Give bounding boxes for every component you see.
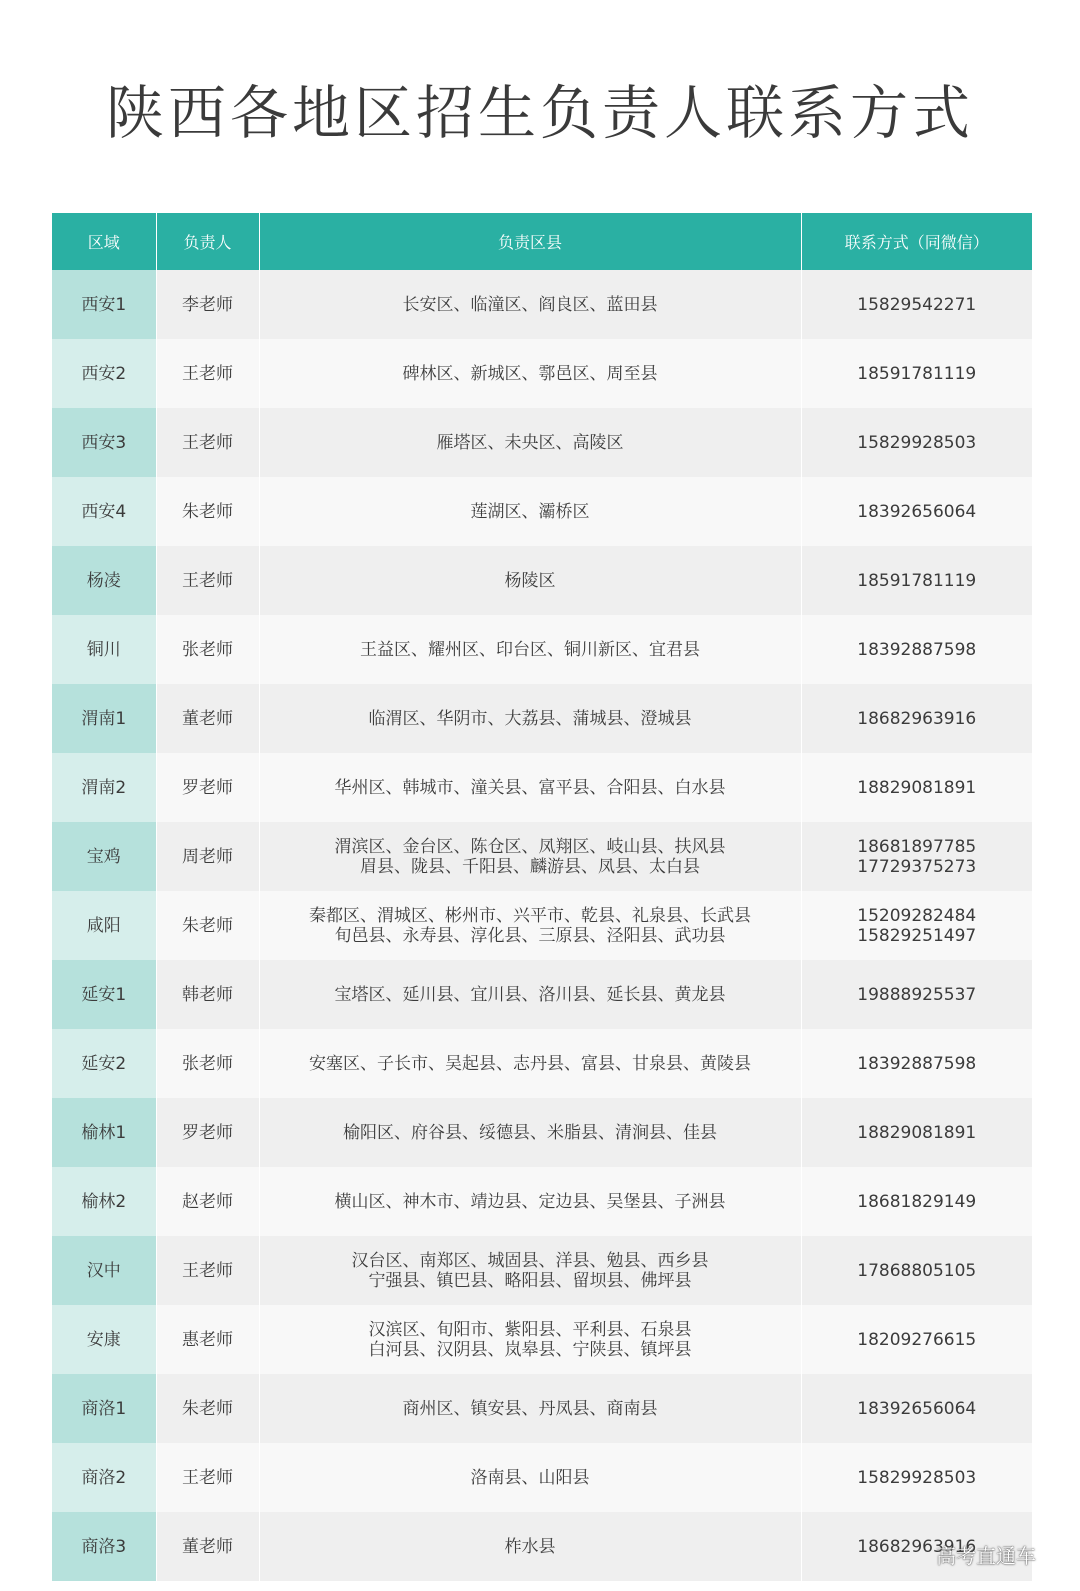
- areas-line: 眉县、陇县、千阳县、麟游县、凤县、太白县: [360, 856, 700, 877]
- person-cell: 李老师: [156, 270, 259, 339]
- areas-cell: [259, 960, 801, 1029]
- phone-cell: [801, 1236, 1032, 1305]
- areas-line: 旬邑县、永寿县、淳化县、三原县、泾阳县、武功县: [334, 925, 726, 946]
- areas-cell: [259, 1512, 801, 1581]
- region-cell: 延安1: [52, 960, 156, 1029]
- phone-number: 15829251497: [857, 925, 977, 946]
- page-title: 陕西各地区招生负责人联系方式: [105, 79, 974, 147]
- phone-number: 18392656064: [857, 501, 977, 522]
- areas-line: 雁塔区、未央区、高陵区: [436, 432, 624, 453]
- table-row: [52, 270, 1032, 339]
- phone-number: 18392887598: [857, 1053, 977, 1074]
- areas-cell: [259, 1167, 801, 1236]
- person-cell: 王老师: [156, 408, 259, 477]
- region-cell: 商洛1: [52, 1374, 156, 1443]
- person-cell: 赵老师: [156, 1167, 259, 1236]
- table-row: [52, 753, 1032, 822]
- areas-line: 秦都区、渭城区、彬州市、兴平市、乾县、礼泉县、长武县: [309, 905, 751, 926]
- areas-line: 碑林区、新城区、鄠邑区、周至县: [402, 363, 658, 384]
- table-row: [52, 1098, 1032, 1167]
- phone-number: 18681829149: [857, 1191, 977, 1212]
- region-cell: 铜川: [52, 615, 156, 684]
- header-areas: 负责区县: [259, 213, 801, 270]
- region-cell: 咸阳: [52, 891, 156, 960]
- areas-line: 白河县、汉阴县、岚皋县、宁陕县、镇坪县: [368, 1339, 692, 1360]
- phone-cell: [801, 477, 1032, 546]
- areas-cell: [259, 546, 801, 615]
- areas-line: 临渭区、华阴市、大荔县、蒲城县、澄城县: [368, 708, 692, 729]
- areas-cell: [259, 891, 801, 960]
- region-cell: 西安3: [52, 408, 156, 477]
- header-region: 区域: [52, 213, 156, 270]
- watermark: 高考直通车: [936, 1544, 1036, 1568]
- phone-number: 15829928503: [857, 432, 977, 453]
- region-cell: 商洛3: [52, 1512, 156, 1581]
- phone-cell: [801, 1443, 1032, 1512]
- region-cell: 宝鸡: [52, 822, 156, 891]
- areas-cell: [259, 1029, 801, 1098]
- phone-cell: [801, 960, 1032, 1029]
- table-row: [52, 1512, 1032, 1581]
- areas-cell: [259, 822, 801, 891]
- areas-line: 王益区、耀州区、印台区、铜川新区、宜君县: [360, 639, 700, 660]
- person-cell: 惠老师: [156, 1305, 259, 1374]
- areas-line: 莲湖区、灞桥区: [470, 501, 590, 522]
- phone-number: 18392656064: [857, 1398, 977, 1419]
- areas-cell: [259, 1443, 801, 1512]
- phone-number: 15829542271: [857, 294, 977, 315]
- region-cell: 汉中: [52, 1236, 156, 1305]
- contacts-table: [52, 213, 1032, 1581]
- areas-cell: [259, 270, 801, 339]
- areas-cell: [259, 615, 801, 684]
- phone-cell: [801, 1374, 1032, 1443]
- table-row: [52, 477, 1032, 546]
- table-row: [52, 960, 1032, 1029]
- phone-number: 18682963916: [857, 708, 977, 729]
- phone-cell: [801, 684, 1032, 753]
- phone-number: 18392887598: [857, 639, 977, 660]
- person-cell: 王老师: [156, 1236, 259, 1305]
- phone-number: 18682963916: [857, 1536, 977, 1557]
- person-cell: 王老师: [156, 1443, 259, 1512]
- person-cell: 周老师: [156, 822, 259, 891]
- region-cell: 西安4: [52, 477, 156, 546]
- areas-line: 宝塔区、延川县、宜川县、洛川县、延长县、黄龙县: [334, 984, 726, 1005]
- region-cell: 商洛2: [52, 1443, 156, 1512]
- person-cell: 王老师: [156, 546, 259, 615]
- areas-line: 横山区、神木市、靖边县、定边县、吴堡县、子洲县: [334, 1191, 726, 1212]
- table-row: [52, 615, 1032, 684]
- person-cell: 朱老师: [156, 1374, 259, 1443]
- areas-cell: [259, 477, 801, 546]
- table-row: [52, 408, 1032, 477]
- region-cell: 渭南2: [52, 753, 156, 822]
- phone-number: 18591781119: [857, 363, 977, 384]
- table-row: [52, 822, 1032, 891]
- areas-line: 宁强县、镇巴县、略阳县、留坝县、佛坪县: [368, 1270, 692, 1291]
- phone-number: 19888925537: [857, 984, 977, 1005]
- table-row: [52, 339, 1032, 408]
- region-cell: 榆林2: [52, 1167, 156, 1236]
- phone-number: 18829081891: [857, 777, 977, 798]
- phone-number: 15829928503: [857, 1467, 977, 1488]
- phone-cell: [801, 546, 1032, 615]
- areas-cell: [259, 1098, 801, 1167]
- areas-cell: [259, 408, 801, 477]
- table-body: [52, 270, 1032, 1581]
- areas-line: 洛南县、山阳县: [470, 1467, 590, 1488]
- phone-number: 18591781119: [857, 570, 977, 591]
- table-row: [52, 1443, 1032, 1512]
- phone-cell: [801, 753, 1032, 822]
- person-cell: 罗老师: [156, 1098, 259, 1167]
- table-row: [52, 1236, 1032, 1305]
- person-cell: 董老师: [156, 684, 259, 753]
- phone-cell: [801, 270, 1032, 339]
- phone-cell: [801, 1305, 1032, 1374]
- person-cell: 朱老师: [156, 477, 259, 546]
- person-cell: 韩老师: [156, 960, 259, 1029]
- table-row: [52, 1374, 1032, 1443]
- region-cell: 西安2: [52, 339, 156, 408]
- phone-number: 18681897785: [857, 836, 977, 857]
- phone-number: 18829081891: [857, 1122, 977, 1143]
- phone-cell: [801, 615, 1032, 684]
- header-contact: 联系方式（同微信）: [801, 213, 1032, 270]
- table-row: [52, 684, 1032, 753]
- areas-line: 汉台区、南郑区、城固县、洋县、勉县、西乡县: [351, 1250, 709, 1271]
- areas-cell: [259, 1305, 801, 1374]
- areas-line: 华州区、韩城市、潼关县、富平县、合阳县、白水县: [334, 777, 726, 798]
- phone-number: 17868805105: [857, 1260, 977, 1281]
- person-cell: 朱老师: [156, 891, 259, 960]
- areas-line: 渭滨区、金台区、陈仓区、凤翔区、岐山县、扶风县: [334, 836, 726, 857]
- table-row: [52, 1305, 1032, 1374]
- areas-line: 汉滨区、旬阳市、紫阳县、平利县、石泉县: [368, 1319, 692, 1340]
- header-person: 负责人: [156, 213, 259, 270]
- areas-line: 柞水县: [504, 1536, 556, 1557]
- areas-cell: [259, 339, 801, 408]
- phone-number: 18209276615: [857, 1329, 977, 1350]
- table-row: [52, 546, 1032, 615]
- region-cell: 榆林1: [52, 1098, 156, 1167]
- areas-cell: [259, 753, 801, 822]
- person-cell: 张老师: [156, 615, 259, 684]
- phone-cell: [801, 408, 1032, 477]
- region-cell: 延安2: [52, 1029, 156, 1098]
- person-cell: 罗老师: [156, 753, 259, 822]
- areas-line: 长安区、临潼区、阎良区、蓝田县: [402, 294, 658, 315]
- region-cell: 西安1: [52, 270, 156, 339]
- phone-number: 15209282484: [857, 905, 977, 926]
- region-cell: 渭南1: [52, 684, 156, 753]
- region-cell: 杨凌: [52, 546, 156, 615]
- areas-cell: [259, 684, 801, 753]
- areas-line: 商州区、镇安县、丹凤县、商南县: [402, 1398, 658, 1419]
- areas-cell: [259, 1374, 801, 1443]
- phone-cell: [801, 891, 1032, 960]
- table-row: [52, 1167, 1032, 1236]
- person-cell: 王老师: [156, 339, 259, 408]
- phone-cell: [801, 339, 1032, 408]
- areas-line: 杨陵区: [504, 570, 556, 591]
- table-header: [52, 213, 1032, 270]
- phone-cell: [801, 1029, 1032, 1098]
- phone-cell: [801, 822, 1032, 891]
- phone-cell: [801, 1098, 1032, 1167]
- table-row: [52, 891, 1032, 960]
- person-cell: 张老师: [156, 1029, 259, 1098]
- areas-line: 安塞区、子长市、吴起县、志丹县、富县、甘泉县、黄陵县: [309, 1053, 751, 1074]
- region-cell: 安康: [52, 1305, 156, 1374]
- phone-cell: [801, 1167, 1032, 1236]
- table-row: [52, 1029, 1032, 1098]
- areas-line: 榆阳区、府谷县、绥德县、米脂县、清涧县、佳县: [343, 1122, 717, 1143]
- person-cell: 董老师: [156, 1512, 259, 1581]
- areas-cell: [259, 1236, 801, 1305]
- phone-number: 17729375273: [857, 856, 977, 877]
